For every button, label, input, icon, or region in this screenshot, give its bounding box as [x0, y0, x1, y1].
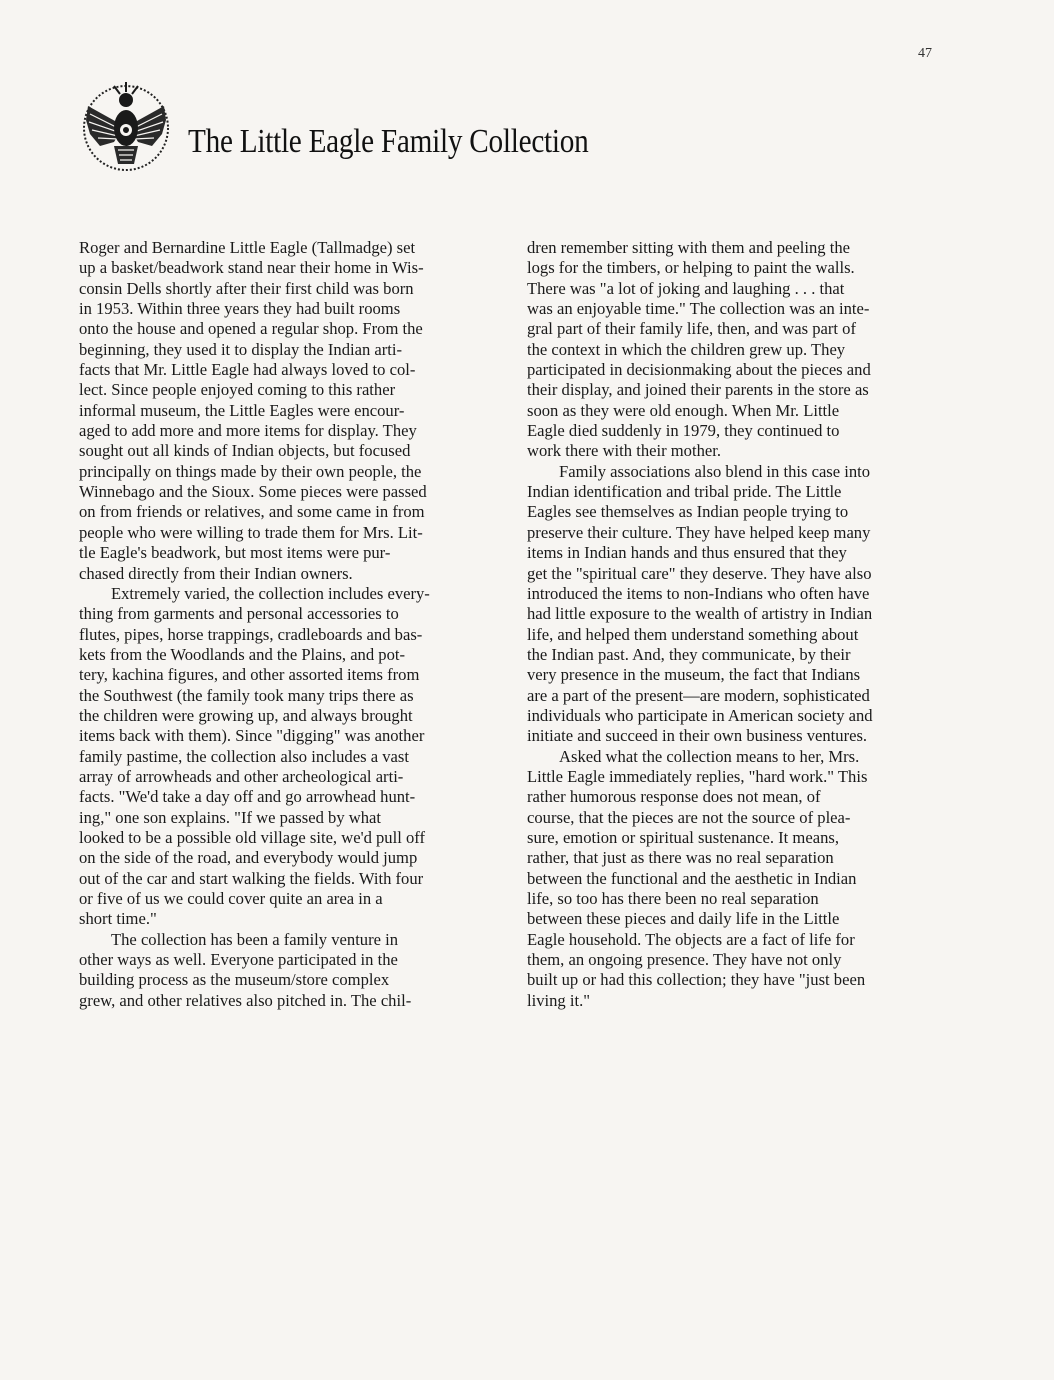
text-line: logs for the timbers, or helping to paint the walls.: [527, 258, 855, 278]
text-line: preserve their culture. They have helped keep many: [527, 522, 871, 542]
text-line: their display, and joined their parents in the store as: [527, 380, 869, 400]
text-line: Family associations also blend in this case into: [559, 461, 871, 481]
text-line: soon as they were old enough. When Mr. Little: [527, 400, 840, 420]
text-line: Eagle household. The objects are a fact of life for: [527, 929, 855, 949]
text-line: living it.": [527, 990, 591, 1010]
text-line: very presence in the museum, the fact that Indians: [527, 665, 861, 685]
text-line: thing from garments and personal accessories to: [79, 604, 399, 624]
text-line: individuals who participate in American society and: [527, 705, 873, 725]
text-line: course, that the pieces are not the source of plea-: [527, 807, 851, 827]
text-line: principally on things made by their own people, the: [79, 461, 422, 481]
text-line: the Indian past. And, they communicate, by their: [527, 644, 851, 664]
text-line: life, and helped them understand something about: [527, 624, 859, 644]
text-line: Roger and Bernardine Little Eagle (Tallmadge) set: [79, 238, 416, 257]
text-line: Little Eagle immediately replies, "hard work." This: [527, 766, 868, 786]
text-line: family pastime, the collection also includes a vast: [79, 746, 409, 766]
text-line: participated in decisionmaking about the pieces and: [527, 360, 871, 380]
text-line: or five of us we could cover quite an area in a: [79, 889, 383, 908]
text-line: sought out all kinds of Indian objects, but focused: [79, 441, 411, 461]
text-line: gral part of their family life, then, and was part of: [527, 319, 856, 339]
text-line: the Southwest (the family took many trips there as: [79, 685, 414, 705]
text-line: lect. Since people enjoyed coming to this rather: [79, 380, 396, 400]
text-line: Winnebago and the Sioux. Some pieces were passed: [79, 482, 427, 502]
text-line: onto the house and opened a regular shop. From the: [79, 319, 423, 339]
text-line: short time.": [79, 909, 157, 929]
text-line: Eagles see themselves as Indian people trying to: [527, 502, 849, 522]
text-line: Indian identification and tribal pride. The Little: [527, 482, 842, 502]
text-line: facts that Mr. Little Eagle had always loved to col-: [79, 360, 416, 380]
text-line: between the functional and the aesthetic in Indian: [527, 868, 857, 888]
text-line: work there with their mother.: [527, 441, 722, 461]
text-line: out of the car and start walking the fields. With four: [79, 868, 424, 888]
text-line: the context in which the children grew up. They: [527, 339, 846, 359]
text-line: the children were growing up, and always brought: [79, 705, 413, 725]
text-column-left: [79, 238, 493, 1011]
text-line: tery, kachina figures, and other assorted items from: [79, 665, 420, 685]
text-line: items in Indian hands and thus ensured that they: [527, 543, 847, 563]
text-line: on from friends or relatives, and some came in from: [79, 502, 425, 522]
text-line: facts. "We'd take a day off and go arrowhead hunt-: [79, 787, 416, 807]
text-line: beginning, they used it to display the Indian arti-: [79, 339, 403, 359]
text-line: rather humorous response does not mean, of: [527, 787, 821, 807]
text-line: ing," one son explains. "If we passed by what: [79, 807, 382, 827]
text-line: sure, emotion or spiritual sustenance. It means,: [527, 827, 839, 847]
text-line: aged to add more and more items for display. They: [79, 421, 417, 441]
text-line: flutes, pipes, horse trappings, cradleboards and bas-: [79, 624, 423, 644]
text-line: life, so too has there been no real separation: [527, 889, 819, 908]
text-line: informal museum, the Little Eagles were encour-: [79, 400, 405, 420]
text-line: on the side of the road, and everybody would jump: [79, 848, 418, 868]
text-line: kets from the Woodlands and the Plains, and pot-: [79, 644, 406, 664]
text-line: between these pieces and daily life in the Little: [527, 909, 840, 929]
text-line: them, an ongoing presence. They have not only: [527, 950, 842, 970]
text-line: looked to be a possible old village site, we'd pull off: [79, 827, 426, 847]
text-line: was an enjoyable time." The collection was an inte-: [527, 299, 870, 319]
eagle-emblem-icon: [78, 76, 174, 172]
text-line: dren remember sitting with them and peeling the: [527, 238, 851, 257]
text-line: building process as the museum/store complex: [79, 970, 390, 990]
text-line: get the "spiritual care" they deserve. They have also: [527, 563, 872, 583]
text-line: items back with them). Since "digging" was another: [79, 726, 425, 746]
text-line: other ways as well. Everyone participated in the: [79, 950, 398, 970]
text-line: Extremely varied, the collection includes every-: [111, 583, 430, 603]
page-number: 47: [918, 46, 932, 61]
text-line: chased directly from their Indian owners.: [79, 563, 353, 583]
text-line: rather, that just as there was no real separation: [527, 848, 834, 868]
text-line: There was "a lot of joking and laughing . . . that: [527, 278, 845, 298]
text-line: are a part of the present—are modern, sophisticated: [527, 685, 870, 705]
text-line: Asked what the collection means to her, Mrs.: [559, 746, 860, 766]
text-line: grew, and other relatives also pitched in. The chil-: [79, 990, 412, 1010]
text-line: introduced the items to non-Indians who often have: [527, 583, 870, 603]
page-title: The Little Eagle Family Collection: [188, 122, 589, 160]
text-column-right: [527, 238, 941, 1011]
text-line: The collection has been a family venture in: [111, 929, 399, 949]
text-line: array of arrowheads and other archeological arti-: [79, 766, 404, 786]
text-line: had little exposure to the wealth of artistry in Indian: [527, 604, 873, 624]
text-line: Eagle died suddenly in 1979, they continued to: [527, 421, 840, 441]
text-line: consin Dells shortly after their first child was born: [79, 278, 414, 298]
text-line: built up or had this collection; they have "just been: [527, 970, 866, 990]
text-line: initiate and succeed in their own business ventures.: [527, 726, 868, 746]
text-line: up a basket/beadwork stand near their home in Wis-: [79, 258, 424, 278]
text-line: people who were willing to trade them for Mrs. Lit-: [79, 522, 423, 542]
text-line: in 1953. Within three years they had built rooms: [79, 299, 401, 319]
text-line: tle Eagle's beadwork, but most items were pur-: [79, 543, 391, 563]
